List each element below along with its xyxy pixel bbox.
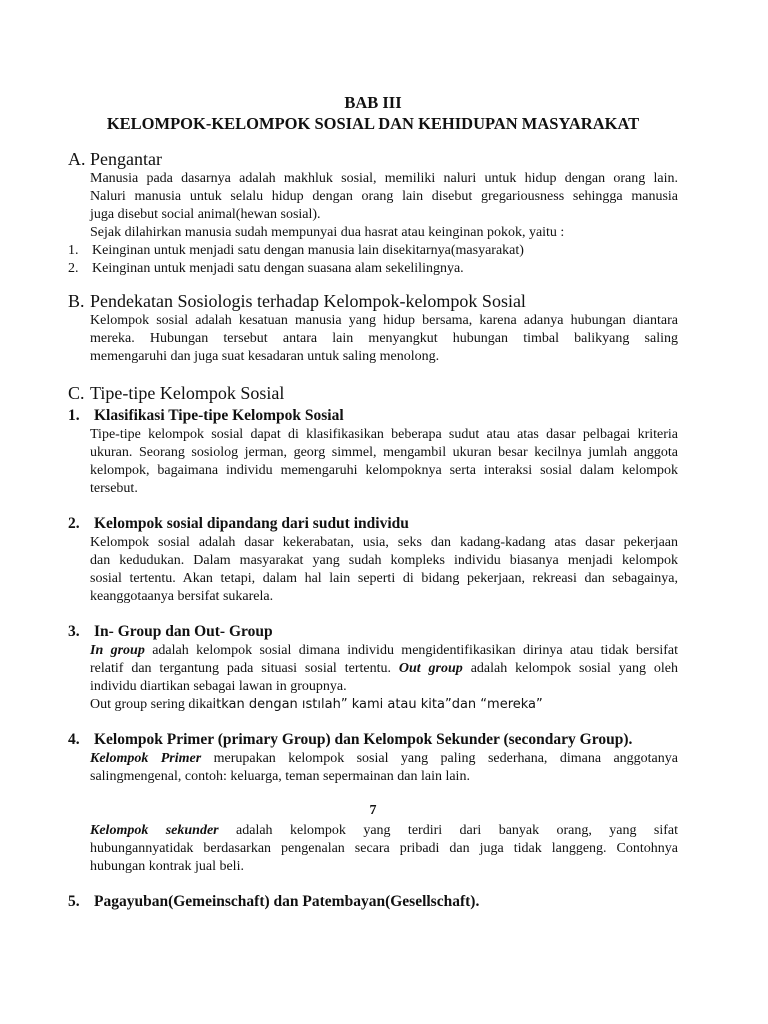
chapter-label: BAB III: [344, 93, 402, 112]
subsection-3-heading: 3. In- Group dan Out- Group: [68, 623, 273, 640]
section-a-paragraph: Manusia pada dasarnya adalah makhluk sosial, memiliki naluri untuk hidup dengan orang lain. Naluri manusia untuk selalu hidup dengan orang lain disebut gregariousness sehingga manusia juga disebut social animal(hewan sosial). Sejak dilahirkan manusia sudah mempunyai dua hasrat atau keinginan pokok, yaitu :: [90, 171, 678, 240]
page-number: 7: [369, 803, 377, 818]
list-item: 1. Keinginan untuk menjadi satu dengan manusia lain disekitarnya(masyarakat): [68, 243, 524, 258]
subsection-4-sekunder-paragraph: Kelompok sekunder adalah kelompok yang terdiri dari banyak orang, yang sifat hubungannyatidak berdasarkan pengenalan secara pribadi dan juga tidak langgeng. Contohnya hubungan kontrak jual beli.: [90, 823, 678, 874]
section-a-heading: A. Pengantar: [68, 149, 162, 169]
section-a-list: [68, 242, 678, 278]
subsection-4-primer-paragraph: Kelompok Primer merupakan kelompok sosial yang paling sederhana, dimana anggotanya salingmengenal, contoh: keluarga, teman sepermainan dan lain lain.: [90, 751, 678, 784]
document-page: [68, 92, 678, 912]
list-item: 2. Keinginan untuk menjadi satu dengan suasana alam sekelilingnya.: [68, 261, 464, 276]
subsection-1-paragraph: Tipe-tipe kelompok sosial dapat di klasifikasikan beberapa sudut atau atas dasar pelbagai kriteria ukuran. Seorang sosiolog jerman, georg simmel, mengambil ukuran besar kecilnya jumlah anggota kelompok, bagaimana individu memengaruhi kelompoknya serta interaksi sosial dalam kelompok tersebut.: [90, 427, 678, 496]
subsection-3-paragraph: In group adalah kelompok sosial dimana individu mengidentifikasikan dirinya atau tidak bersifat relatif dan tergantung pada situasi sosial tertentu. Out group adalah kelompok sosial yang oleh individu diartikan sebagai lawan in groupnya. Out group sering dikaitkan dengan ıstılah” kami atau kita”dan “mereka”: [90, 643, 679, 712]
chapter-title: KELOMPOK-KELOMPOK SOSIAL DAN KEHIDUPAN MASYARAKAT: [106, 114, 640, 133]
term-kelompok-primer: Kelompok Primer: [90, 751, 202, 766]
subsection-5-heading: 5. Pagayuban(Gemeinschaft) dan Patembayan(Gesellschaft).: [68, 893, 480, 910]
section-c-heading: C. Tipe-tipe Kelompok Sosial: [68, 383, 285, 403]
term-kelompok-sekunder: Kelompok sekunder: [90, 823, 219, 838]
subsection-2-heading: 2. Kelompok sosial dipandang dari sudut individu: [68, 515, 409, 532]
subsection-4-heading: 4. Kelompok Primer (primary Group) dan Kelompok Sekunder (secondary Group).: [68, 731, 633, 748]
subsection-2-paragraph: Kelompok sosial adalah dasar kekerabatan, usia, seks dan kadang-kadang atas dasar pekerjaan dan kedudukan. Dalam masyarakat yang sudah kompleks individu biasanya menjadi kelompok sosial tertentu. Akan tetapi, dalam hal lain seperti di bidang pekerjaan, rekreasi dan sebagainya, keanggotaanya bersifat sukarela.: [90, 535, 678, 604]
section-b-paragraph: Kelompok sosial adalah kesatuan manusia yang hidup bersama, karena adanya hubungan diantara mereka. Hubungan tersebut antara lain menyangkut hubungan timbal balikyang saling memengaruhi dan juga suat kesadaran untuk saling menolong.: [90, 313, 678, 364]
term-out-group: Out group: [398, 661, 463, 676]
section-b-heading: B. Pendekatan Sosiologis terhadap Kelompok-kelompok Sosial: [68, 291, 526, 311]
term-in-group: In group: [90, 643, 145, 658]
subsection-1-heading: 1. Klasifikasi Tipe-tipe Kelompok Sosial: [68, 407, 344, 424]
